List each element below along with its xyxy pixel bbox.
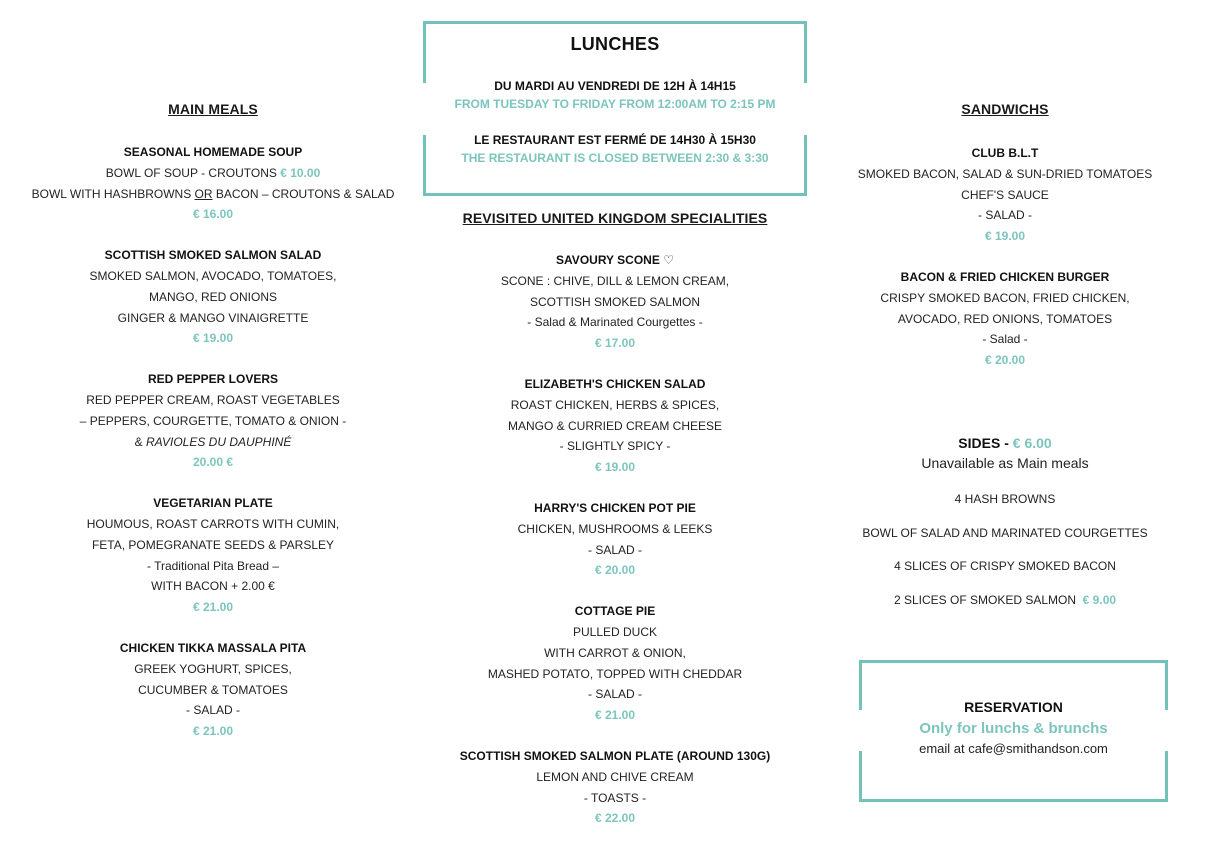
menu-item-salmon-plate	[420, 746, 810, 829]
italic-prefix: &	[134, 434, 146, 449]
item-price: € 21.00	[594, 708, 636, 723]
item-line: MASHED POTATO, TOPPED WITH CHEDDAR	[487, 666, 743, 681]
side-item	[845, 558, 1165, 574]
item-line: - Salad & Marinated Courgettes -	[527, 315, 703, 330]
soup-line-post: BACON – CROUTONS & SALAD	[212, 186, 395, 201]
item-title: CLUB B.L.T	[971, 146, 1039, 160]
item-line: - Salad -	[982, 332, 1028, 347]
lunches-title: LUNCHES	[570, 34, 660, 54]
uk-specialities-list	[420, 250, 810, 849]
item-line: HOUMOUS, ROAST CARROTS WITH CUMIN,	[86, 516, 340, 531]
menu-item-salmon-salad	[20, 245, 406, 349]
item-line: SMOKED SALMON, AVOCADO, TOMATOES,	[89, 268, 337, 283]
item-line: – PEPPERS, COURGETTE, TOMATO & ONION -	[79, 413, 347, 428]
sides-label: SIDES -	[958, 434, 1013, 451]
item-line: WITH CARROT & ONION,	[544, 645, 686, 660]
item-price: € 16.00	[192, 207, 234, 222]
item-line: RED PEPPER CREAM, ROAST VEGETABLES	[86, 392, 340, 407]
side-name: BOWL OF SALAD AND MARINATED COURGETTES	[862, 525, 1148, 540]
sides-price: € 6.00	[1012, 434, 1052, 451]
sides-section	[845, 433, 1165, 608]
item-line: MANGO, RED ONIONS	[148, 289, 277, 304]
item-line: - SALAD -	[977, 208, 1032, 223]
soup-bowl-text: BOWL OF SOUP - CROUTONS	[105, 165, 281, 180]
item-price: € 19.00	[984, 229, 1026, 244]
closed-en: THE RESTAURANT IS CLOSED BETWEEN 2:30 & 3:30	[461, 151, 769, 165]
item-title: SEASONAL HOMEMADE SOUP	[123, 145, 303, 159]
item-line: WITH BACON + 2.00 €	[151, 579, 275, 594]
side-name: 4 SLICES OF CRISPY SMOKED BACON	[894, 559, 1116, 574]
item-line: - Traditional Pita Bread –	[146, 558, 280, 573]
side-price: € 9.00	[1082, 592, 1117, 607]
box-border	[1165, 751, 1168, 802]
item-line: CHICKEN, MUSHROOMS & LEEKS	[517, 521, 713, 536]
item-price: € 17.00	[594, 336, 636, 351]
item-title: CHICKEN TIKKA MASSALA PITA	[119, 640, 307, 655]
item-line: MANGO & CURRIED CREAM CHEESE	[507, 418, 723, 433]
item-title: SCOTTISH SMOKED SALMON SALAD	[104, 248, 322, 263]
item-line: CUCUMBER & TOMATOES	[138, 682, 288, 697]
item-line: GREEK YOGHURT, SPICES,	[134, 661, 292, 676]
italic-text: RAVIOLES DU DAUPHINÉ	[145, 434, 292, 449]
sides-subtitle: Unavailable as Main meals	[921, 454, 1089, 471]
sides-list	[845, 491, 1165, 608]
item-price: € 20.00	[984, 353, 1026, 368]
item-line: - TOASTS -	[583, 790, 647, 805]
sandwichs-column	[845, 100, 1165, 625]
item-price: € 19.00	[594, 460, 636, 475]
item-price: € 19.00	[192, 331, 234, 346]
box-border	[859, 751, 862, 802]
item-line	[20, 432, 406, 453]
item-line: SMOKED BACON, SALAD & SUN-DRIED TOMATOES	[857, 166, 1153, 181]
item-title: SCOTTISH SMOKED SALMON PLATE (AROUND 130G)	[459, 748, 771, 763]
reservation-content	[859, 697, 1168, 758]
side-name: 2 SLICES OF SMOKED SALMON	[893, 592, 1083, 607]
box-border	[423, 193, 807, 196]
item-title: VEGETARIAN PLATE	[153, 496, 273, 511]
scone-title: SAVOURY SCONE	[556, 253, 660, 267]
menu-item-cottage-pie	[420, 601, 810, 726]
item-line: AVOCADO, RED ONIONS, TOMATOES	[897, 311, 1113, 326]
item-title: ELIZABETH'S CHICKEN SALAD	[524, 376, 706, 391]
menu-item-tikka	[20, 638, 406, 742]
item-price: € 22.00	[594, 811, 636, 826]
uk-specialities-heading-wrap	[420, 209, 810, 227]
item-price: € 21.00	[192, 724, 234, 739]
hours-fr: DU MARDI AU VENDREDI DE 12H À 14H15	[494, 79, 736, 93]
sandwichs-heading: SANDWICHS	[961, 101, 1049, 117]
reservation-subtitle: Only for lunchs & brunchs	[919, 720, 1108, 737]
soup-line-or: OR	[194, 186, 213, 201]
heart-icon: ♡	[663, 253, 674, 267]
box-border	[859, 799, 1168, 802]
closed-fr: LE RESTAURANT EST FERMÉ DE 14H30 À 15H30	[474, 133, 756, 147]
item-line: - SALAD -	[185, 703, 240, 718]
item-price: 20.00 €	[192, 455, 234, 470]
hours-en: FROM TUESDAY TO FRIDAY FROM 12:00AM TO 2:15 PM	[454, 97, 776, 111]
side-name: 4 HASH BROWNS	[954, 491, 1056, 506]
item-title: RED PEPPER LOVERS	[147, 372, 279, 387]
menu-item-red-pepper	[20, 369, 406, 473]
menu-item-elizabeth-salad	[420, 374, 810, 478]
soup-bowl-price: € 10.00	[280, 165, 321, 180]
menu-item-soup	[20, 142, 406, 225]
main-meals-heading: MAIN MEALS	[168, 101, 258, 117]
item-line: LEMON AND CHIVE CREAM	[536, 769, 694, 784]
item-line: - SALAD -	[587, 687, 642, 702]
item-line: CHEF'S SAUCE	[961, 187, 1049, 202]
main-meals-column	[20, 100, 406, 762]
item-line: - SALAD -	[587, 542, 642, 557]
item-line: ROAST CHICKEN, HERBS & SPICES,	[510, 397, 720, 412]
sides-heading	[845, 433, 1165, 453]
item-line: FETA, POMEGRANATE SEEDS & PARSLEY	[91, 537, 335, 552]
soup-line-pre: BOWL WITH HASHBROWNS	[31, 186, 195, 201]
uk-specialities-heading: REVISITED UNITED KINGDOM SPECIALITIES	[462, 210, 768, 226]
box-border	[423, 21, 807, 24]
item-price: € 21.00	[192, 600, 234, 615]
item-title: COTTAGE PIE	[574, 604, 656, 619]
menu-item-chicken-burger	[845, 267, 1165, 371]
side-item	[845, 592, 1165, 608]
menu-item-pot-pie	[420, 498, 810, 581]
side-item	[845, 525, 1165, 541]
reservation-email[interactable]: email at cafe@smithandson.com	[919, 741, 1108, 756]
item-title: HARRY'S CHICKEN POT PIE	[534, 500, 696, 515]
lunch-closed	[423, 131, 807, 167]
item-line	[20, 163, 406, 184]
lunch-hours	[423, 77, 807, 113]
reservation-title: RESERVATION	[964, 699, 1063, 715]
side-item	[845, 491, 1165, 507]
item-line: PULLED DUCK	[572, 624, 658, 639]
menu-item-scone	[420, 250, 810, 354]
item-line: SCOTTISH SMOKED SALMON	[529, 294, 701, 309]
item-price: € 20.00	[594, 563, 636, 578]
item-line: - SLIGHTLY SPICY -	[559, 439, 671, 454]
item-title	[420, 250, 810, 271]
item-line: CRISPY SMOKED BACON, FRIED CHICKEN,	[880, 290, 1130, 305]
item-title: BACON & FRIED CHICKEN BURGER	[900, 269, 1110, 284]
item-line: GINGER & MANGO VINAIGRETTE	[117, 310, 309, 325]
item-line	[20, 184, 406, 205]
item-line: SCONE : CHIVE, DILL & LEMON CREAM,	[500, 273, 730, 288]
menu-item-vegetarian	[20, 493, 406, 618]
box-border	[859, 660, 1168, 663]
menu-item-club-blt	[845, 143, 1165, 247]
